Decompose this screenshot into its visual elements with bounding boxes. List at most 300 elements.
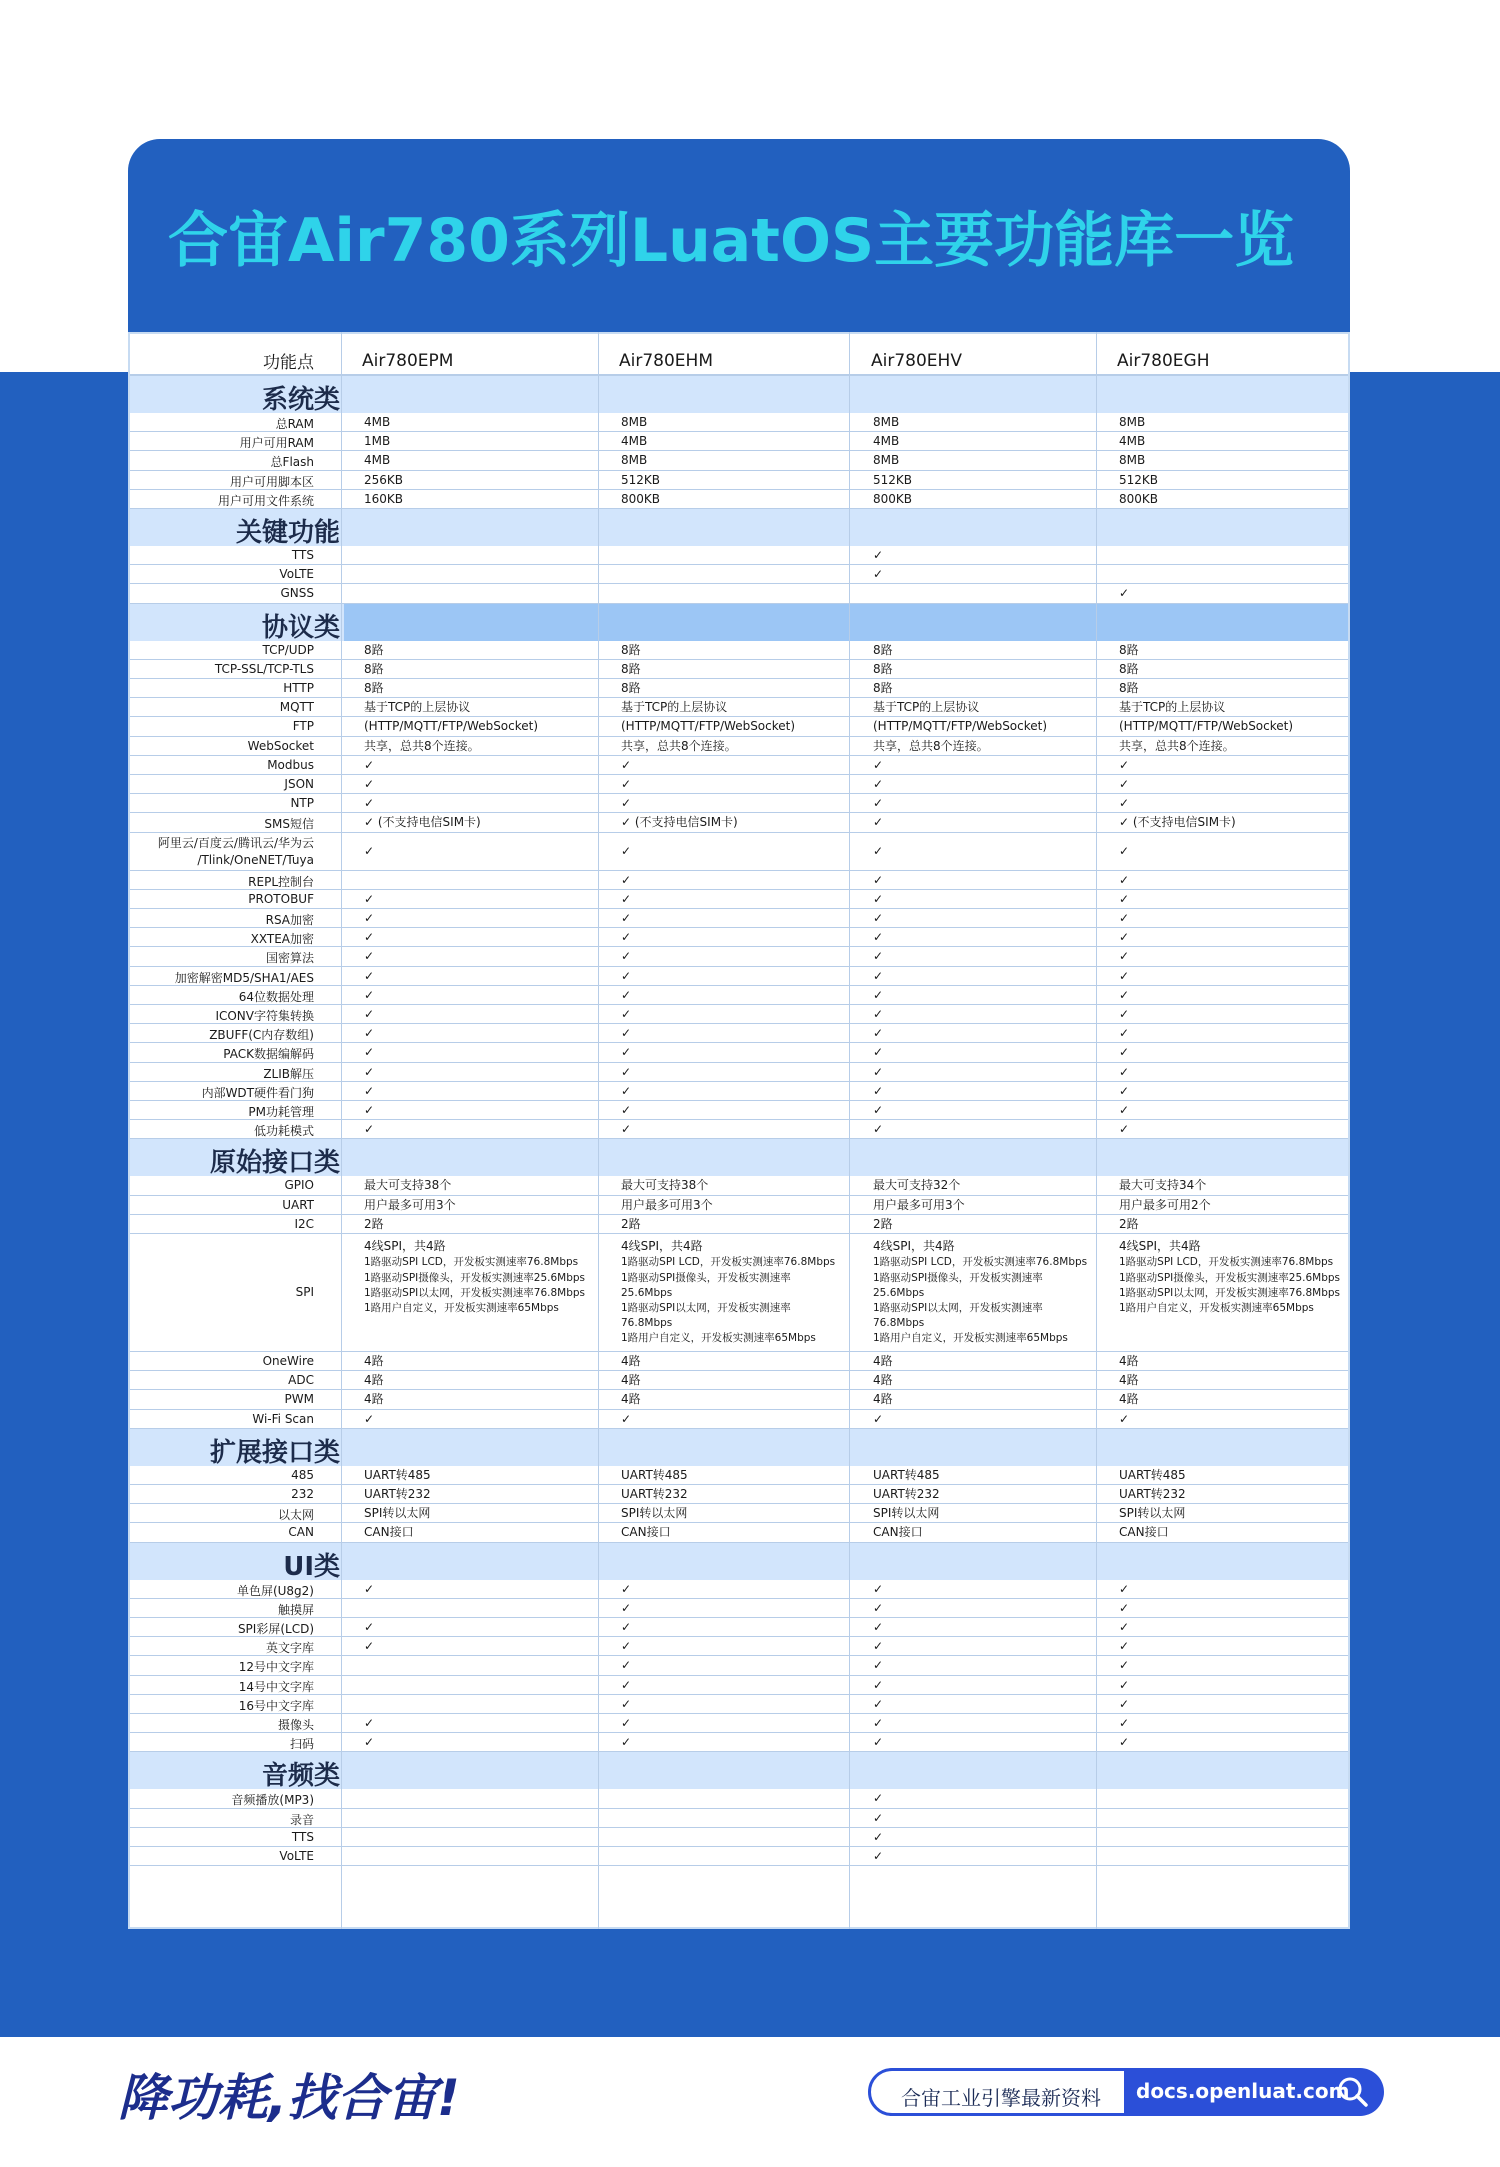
row-label: 触摸屏 — [277, 1602, 314, 1617]
table-cell: UART转485 — [364, 1467, 431, 1482]
table-cell: ✓ — [364, 930, 375, 945]
table-cell: ✓ — [873, 757, 884, 772]
table-cell: ✓ — [1119, 843, 1130, 858]
table-cell: SPI转以太网 — [873, 1506, 940, 1521]
table-row — [130, 1599, 1348, 1618]
table-cell: ✓ — [364, 1045, 375, 1060]
table-cell: (HTTP/MQTT/FTP/WebSocket) — [364, 719, 539, 734]
table-cell: UART转232 — [1119, 1487, 1186, 1501]
table-cell: UART转485 — [1119, 1467, 1186, 1482]
table-cell: ✓ — [364, 777, 375, 791]
feature-card — [128, 139, 1350, 1929]
section-row — [130, 1429, 1348, 1466]
table-row — [130, 471, 1348, 490]
table-row — [130, 813, 1348, 832]
table-cell: ✓ — [1119, 911, 1130, 925]
table-cell: 4路 — [621, 1354, 641, 1368]
table-cell: ✓ — [621, 1639, 632, 1654]
spi-cell — [621, 1238, 835, 1347]
table-row — [130, 1504, 1348, 1523]
spi-line: 76.8Mbps — [873, 1317, 925, 1330]
table-row — [130, 1371, 1348, 1390]
table-cell: 800KB — [621, 491, 661, 506]
table-cell: 共享，总共8个连接。 — [621, 738, 737, 753]
table-cell: ✓ — [1119, 1658, 1130, 1673]
table-cell: ✓ — [621, 1007, 632, 1021]
table-cell: ✓ — [1119, 1639, 1130, 1654]
table-cell: 512KB — [621, 472, 661, 487]
table-cell: UART转485 — [873, 1467, 940, 1482]
table-row — [130, 1618, 1348, 1637]
table-cell: ✓ — [873, 1045, 884, 1060]
table-cell: UART转232 — [621, 1487, 688, 1501]
table-cell: ✓ — [1119, 872, 1130, 887]
table-cell: ✓ — [621, 968, 632, 983]
spi-line: 4线SPI，共4路 — [1119, 1239, 1201, 1253]
table-cell: 最大可支持38个 — [621, 1178, 709, 1193]
table-cell: 4路 — [1119, 1373, 1139, 1388]
row-label: 单色屏(U8g2) — [236, 1583, 314, 1598]
table-cell: ✓ — [873, 1677, 884, 1692]
row-label: 64位数据处理 — [238, 989, 314, 1004]
table-row — [130, 660, 1348, 679]
spi-line: 1路用户自定义，开发板实测速率65Mbps — [364, 1302, 559, 1315]
section-title: UI类 — [283, 1551, 340, 1582]
table-cell: ✓ — [621, 930, 632, 945]
table-row — [130, 833, 1348, 871]
table-cell: 基于TCP的上层协议 — [873, 700, 980, 715]
spi-cell — [1119, 1238, 1340, 1316]
table-cell: 8路 — [873, 661, 893, 676]
row-label: RSA加密 — [265, 913, 314, 927]
table-cell: CAN接口 — [364, 1525, 414, 1540]
table-cell: ✓ — [873, 1411, 884, 1426]
table-cell: ✓ — [873, 1007, 884, 1021]
row-label: VoLTE — [279, 567, 314, 582]
column-header: Air780EGH — [1117, 351, 1210, 371]
spi-line: 1路驱动SPI以太网，开发板实测速率76.8Mbps — [364, 1286, 586, 1299]
column-header: Air780EHV — [871, 351, 962, 371]
table-cell: 8MB — [873, 453, 900, 468]
table-cell: ✓ — [621, 872, 632, 887]
table-cell: 最大可支持38个 — [364, 1178, 452, 1193]
table-cell: CAN接口 — [1119, 1525, 1169, 1540]
slogan: 降功耗,找合宙! — [118, 2069, 460, 2127]
table-row — [130, 1676, 1348, 1695]
table-row — [130, 1809, 1348, 1828]
row-label: HTTP — [283, 681, 314, 695]
table-cell: ✓ — [621, 987, 632, 1002]
table-row — [130, 584, 1348, 603]
table-cell: 4MB — [873, 434, 900, 449]
feature-table — [128, 332, 1350, 1929]
table-row — [130, 1466, 1348, 1485]
table-cell: 8路 — [621, 661, 641, 676]
section-title: 扩展接口类 — [209, 1437, 340, 1468]
table-row — [130, 1101, 1348, 1120]
row-label: I2C — [294, 1216, 314, 1231]
row-label: GNSS — [280, 586, 314, 601]
row-label: 14号中文字库 — [238, 1679, 314, 1694]
table-cell: CAN接口 — [621, 1525, 671, 1540]
table-cell: ✓ — [364, 1103, 375, 1117]
table-row — [130, 947, 1348, 966]
table-cell: ✓ — [873, 777, 884, 791]
table-cell: ✓ — [1119, 1581, 1130, 1596]
row-label: 16号中文字库 — [238, 1698, 314, 1713]
table-row — [130, 641, 1348, 660]
table-cell: 8路 — [621, 681, 641, 695]
row-label: WebSocket — [247, 738, 314, 753]
table-row — [130, 1024, 1348, 1043]
section-title: 音频类 — [261, 1761, 340, 1792]
table-cell: ✓ — [621, 1658, 632, 1673]
table-cell: ✓ — [621, 843, 632, 858]
table-cell: 8路 — [364, 681, 384, 695]
table-cell: ✓ — [873, 1122, 884, 1137]
table-cell: 4MB — [364, 453, 391, 468]
section-row — [130, 604, 1348, 641]
table-cell: SPI转以太网 — [621, 1506, 688, 1521]
table-cell: ✓ — [873, 796, 884, 811]
row-label: 总RAM — [275, 417, 314, 431]
row-label: Modbus — [267, 757, 314, 772]
table-cell: ✓ — [1119, 1735, 1130, 1750]
spi-line: 25.6Mbps — [873, 1286, 925, 1299]
table-cell: ✓ — [621, 1045, 632, 1060]
table-cell: ✓ — [873, 1639, 884, 1654]
table-cell: ✓ — [364, 987, 375, 1002]
table-cell: ✓ — [873, 1829, 884, 1844]
table-cell: ✓ — [621, 1735, 632, 1750]
table-cell: ✓ — [364, 1620, 375, 1634]
row-label: ADC — [288, 1373, 314, 1388]
table-cell: ✓ — [621, 1716, 632, 1730]
table-cell: SPI转以太网 — [1119, 1506, 1186, 1521]
table-cell: 最大可支持34个 — [1119, 1178, 1207, 1193]
table-cell: ✓ — [873, 567, 884, 582]
table-cell: ✓ — [873, 949, 884, 964]
spi-line: 1路驱动SPI以太网，开发板实测速率76.8Mbps — [1119, 1286, 1341, 1299]
section-title: 关键功能 — [235, 518, 340, 548]
row-label: 录音 — [289, 1812, 314, 1827]
row-label: PACK数据编解码 — [223, 1047, 314, 1062]
row-label: JSON — [284, 777, 314, 791]
table-row — [130, 698, 1348, 717]
spi-line: 76.8Mbps — [621, 1317, 673, 1330]
table-cell: 2路 — [621, 1216, 641, 1231]
row-label: 加密解密MD5/SHA1/AES — [174, 970, 314, 985]
row-label: ICONV字符集转换 — [215, 1009, 314, 1023]
table-row — [130, 1580, 1348, 1599]
table-cell: ✓ — [873, 1083, 884, 1098]
table-cell: ✓ — [364, 796, 375, 811]
row-label: 英文字库 — [265, 1641, 314, 1656]
table-cell: 4路 — [873, 1373, 893, 1388]
section-row — [130, 1139, 1348, 1179]
row-label: 国密算法 — [265, 951, 314, 966]
table-cell: ✓ — [621, 949, 632, 964]
spi-line: 4线SPI，共4路 — [364, 1239, 446, 1253]
table-cell: CAN接口 — [873, 1525, 923, 1540]
table-cell: 4路 — [1119, 1354, 1139, 1368]
table-cell: ✓ — [1119, 930, 1130, 945]
table-cell: 8MB — [873, 415, 900, 429]
table-cell: ✓ — [1119, 777, 1130, 791]
table-cell: ✓ — [1119, 1411, 1130, 1426]
table-row — [130, 451, 1348, 470]
table-cell: 8路 — [1119, 642, 1139, 657]
table-cell: ✓ — [364, 757, 375, 772]
table-row — [130, 967, 1348, 986]
table-cell: ✓ — [873, 815, 884, 830]
table-row — [130, 871, 1348, 890]
table-row — [130, 490, 1348, 509]
table-cell: ✓ — [873, 1791, 884, 1806]
table-cell: ✓ — [873, 911, 884, 925]
table-cell: ✓ — [873, 1735, 884, 1750]
table-cell: 4MB — [621, 434, 648, 449]
table-cell: ✓ — [364, 911, 375, 925]
column-divider — [341, 332, 342, 1929]
table-cell: ✓ — [873, 987, 884, 1002]
section-row — [130, 1543, 1348, 1580]
table-row — [130, 717, 1348, 736]
table-cell: ✓ — [873, 930, 884, 945]
table-cell: ✓ — [621, 757, 632, 772]
table-row — [130, 1196, 1348, 1215]
table-cell: ✓ — [873, 1064, 884, 1079]
table-row — [130, 1695, 1348, 1714]
table-cell: 4路 — [873, 1354, 893, 1368]
column-header: Air780EHM — [619, 351, 713, 371]
table-cell: (HTTP/MQTT/FTP/WebSocket) — [621, 719, 796, 734]
section-row — [130, 1752, 1348, 1792]
row-label: 低功耗模式 — [253, 1124, 314, 1139]
table-cell: ✓ — [621, 796, 632, 811]
table-row — [130, 1656, 1348, 1675]
table-cell: ✓ — [1119, 1007, 1130, 1021]
table-cell: ✓ — [1119, 891, 1130, 906]
table-cell: ✓ — [364, 1064, 375, 1079]
row-label: 内部WDT硬件看门狗 — [201, 1085, 314, 1100]
table-cell: 4路 — [364, 1373, 384, 1388]
table-cell: ✓ — [621, 1696, 632, 1711]
table-cell: 4路 — [364, 1354, 384, 1368]
table-cell: ✓ — [873, 1716, 884, 1730]
table-cell: ✓ — [873, 1103, 884, 1117]
table-cell: ✓ — [621, 1581, 632, 1596]
spi-line: 1路驱动SPI摄像头，开发板实测速率 — [621, 1271, 791, 1284]
search-icon[interactable] — [1336, 2075, 1370, 2109]
row-label: TCP/UDP — [262, 642, 314, 657]
table-cell: ✓ — [364, 843, 375, 858]
table-cell: 8MB — [1119, 415, 1146, 429]
docs-link[interactable] — [868, 2068, 1381, 2116]
row-label: OneWire — [262, 1354, 314, 1368]
spi-line: 1路驱动SPI以太网，开发板实测速率 — [621, 1302, 791, 1315]
table-cell: 4路 — [364, 1392, 384, 1407]
row-label: FTP — [292, 719, 314, 734]
table-cell: ✓ — [873, 1026, 884, 1041]
table-cell: ✓ — [364, 1735, 375, 1750]
section-highlight — [344, 604, 1348, 641]
table-cell: 8MB — [1119, 453, 1146, 468]
row-label: 扫码 — [289, 1737, 314, 1752]
table-row — [130, 1234, 1348, 1352]
table-cell: 4MB — [364, 415, 391, 429]
table-cell: ✓ — [873, 891, 884, 906]
table-cell: ✓ — [1119, 1677, 1130, 1692]
row-label: NTP — [290, 796, 314, 811]
table-cell: 800KB — [873, 491, 913, 506]
table-row — [130, 1714, 1348, 1733]
table-row — [130, 679, 1348, 698]
table-cell: 512KB — [873, 472, 913, 487]
row-label: UART — [282, 1197, 314, 1212]
table-cell: ✓ — [873, 1581, 884, 1596]
table-cell: ✓ — [1119, 1026, 1130, 1041]
spi-line: 1路驱动SPI以太网，开发板实测速率 — [873, 1302, 1043, 1315]
table-row — [130, 737, 1348, 756]
table-cell: 共享，总共8个连接。 — [873, 738, 989, 753]
table-cell: ✓ — [621, 1064, 632, 1079]
table-cell: UART转232 — [364, 1487, 431, 1501]
table-row — [130, 1410, 1348, 1429]
row-label: 摄像头 — [277, 1718, 314, 1732]
table-row — [130, 1063, 1348, 1082]
card-header — [128, 139, 1350, 332]
table-cell: 256KB — [364, 472, 404, 487]
table-row — [130, 1789, 1348, 1808]
table-cell: 2路 — [364, 1216, 384, 1231]
table-cell: 共享，总共8个连接。 — [1119, 738, 1235, 753]
table-cell: 基于TCP的上层协议 — [621, 700, 728, 715]
table-row — [130, 1352, 1348, 1371]
table-cell: ✓ — [1119, 757, 1130, 772]
table-cell: ✓ — [873, 1600, 884, 1615]
table-cell: ✓ — [364, 1581, 375, 1596]
table-cell: ✓ — [873, 1620, 884, 1634]
table-cell: ✓ — [1119, 949, 1130, 964]
row-label: TTS — [291, 1829, 314, 1844]
row-label: 用户可用文件系统 — [217, 493, 314, 508]
table-row — [130, 794, 1348, 813]
table-cell: ✓ — [621, 1103, 632, 1117]
section-title: 原始接口类 — [209, 1148, 340, 1179]
table-cell: ✓ — [621, 1122, 632, 1137]
table-cell: ✓ — [364, 1122, 375, 1137]
header-label: 功能点 — [263, 353, 314, 373]
table-cell: ✓ — [621, 1620, 632, 1634]
table-cell: SPI转以太网 — [364, 1506, 431, 1521]
spi-line: 25.6Mbps — [621, 1286, 673, 1299]
table-cell: ✓ — [1119, 1064, 1130, 1079]
row-label: 阿里云/百度云/腾讯云/华为云 /Tlink/OneNET/Tuya — [157, 835, 314, 867]
table-row — [130, 909, 1348, 928]
row-label: 用户可用脚本区 — [229, 474, 314, 489]
table-cell: 最大可支持32个 — [873, 1178, 961, 1193]
table-cell: ✓ — [364, 1411, 375, 1426]
table-cell: 8MB — [621, 453, 648, 468]
row-label: TCP-SSL/TCP-TLS — [214, 661, 314, 676]
table-cell: ✓ (不支持电信SIM卡) — [621, 815, 738, 830]
table-cell: 4路 — [873, 1392, 893, 1407]
table-cell: 用户最多可用3个 — [873, 1197, 965, 1212]
section-row — [130, 509, 1348, 546]
table-cell: ✓ — [873, 1849, 884, 1863]
table-cell: 512KB — [1119, 472, 1159, 487]
table-row — [130, 756, 1348, 775]
row-label: SPI彩屏(LCD) — [237, 1622, 314, 1636]
spi-line: 1路驱动SPI LCD，开发板实测速率76.8Mbps — [1119, 1256, 1334, 1269]
table-row — [130, 1215, 1348, 1234]
table-row — [130, 1082, 1348, 1101]
table-cell: ✓ — [1119, 1103, 1130, 1117]
column-divider — [598, 332, 599, 1929]
spi-line: 1路用户自定义，开发板实测速率65Mbps — [1119, 1302, 1314, 1315]
table-row — [130, 546, 1348, 565]
row-label: REPL控制台 — [248, 874, 314, 889]
table-cell: ✓ — [621, 1411, 632, 1426]
row-label: 音频播放(MP3) — [231, 1793, 314, 1808]
table-cell: 8路 — [1119, 661, 1139, 676]
table-row — [130, 413, 1348, 432]
table-cell: ✓ — [364, 891, 375, 906]
table-cell: 8路 — [364, 642, 384, 657]
row-label: SPI — [295, 1285, 314, 1299]
table-row — [130, 928, 1348, 947]
column-divider — [1096, 332, 1097, 1929]
row-label: 以太网 — [277, 1508, 314, 1523]
table-cell: 8路 — [873, 642, 893, 657]
table-row — [130, 1176, 1348, 1195]
spi-line: 1路驱动SPI摄像头，开发板实测速率 — [873, 1271, 1043, 1284]
table-cell: ✓ — [1119, 1696, 1130, 1711]
section-title: 协议类 — [261, 612, 340, 643]
table-cell: (HTTP/MQTT/FTP/WebSocket) — [873, 719, 1048, 734]
table-row — [130, 565, 1348, 584]
docs-url[interactable]: docs.openluat.com — [1136, 2079, 1350, 2103]
table-cell: 4路 — [621, 1392, 641, 1407]
column-header: Air780EPM — [362, 351, 454, 371]
docs-url-badge[interactable] — [1124, 2068, 1384, 2116]
table-cell: 用户最多可用2个 — [1119, 1197, 1211, 1212]
table-cell: 8路 — [621, 642, 641, 657]
table-cell: 8MB — [621, 415, 648, 429]
table-cell: ✓ — [1119, 1083, 1130, 1098]
table-cell: ✓ — [1119, 968, 1130, 983]
table-cell: UART转485 — [621, 1467, 688, 1482]
row-label: GPIO — [284, 1178, 314, 1193]
table-cell: 4路 — [621, 1373, 641, 1388]
section-title: 系统类 — [261, 385, 340, 415]
table-cell: ✓ — [873, 968, 884, 983]
row-label: XXTEA加密 — [250, 932, 314, 947]
table-row — [130, 1005, 1348, 1024]
table-cell: ✓ — [1119, 1716, 1130, 1730]
table-row — [130, 1847, 1348, 1866]
table-cell: ✓ — [873, 843, 884, 858]
table-cell: ✓ — [1119, 586, 1130, 601]
table-cell: ✓ — [1119, 1620, 1130, 1634]
table-cell: ✓ — [364, 968, 375, 983]
row-label: CAN — [288, 1525, 314, 1540]
table-cell: ✓ — [364, 1639, 375, 1654]
table-cell: ✓ — [1119, 1600, 1130, 1615]
table-cell: 4MB — [1119, 434, 1146, 449]
table-cell: 基于TCP的上层协议 — [364, 700, 471, 715]
